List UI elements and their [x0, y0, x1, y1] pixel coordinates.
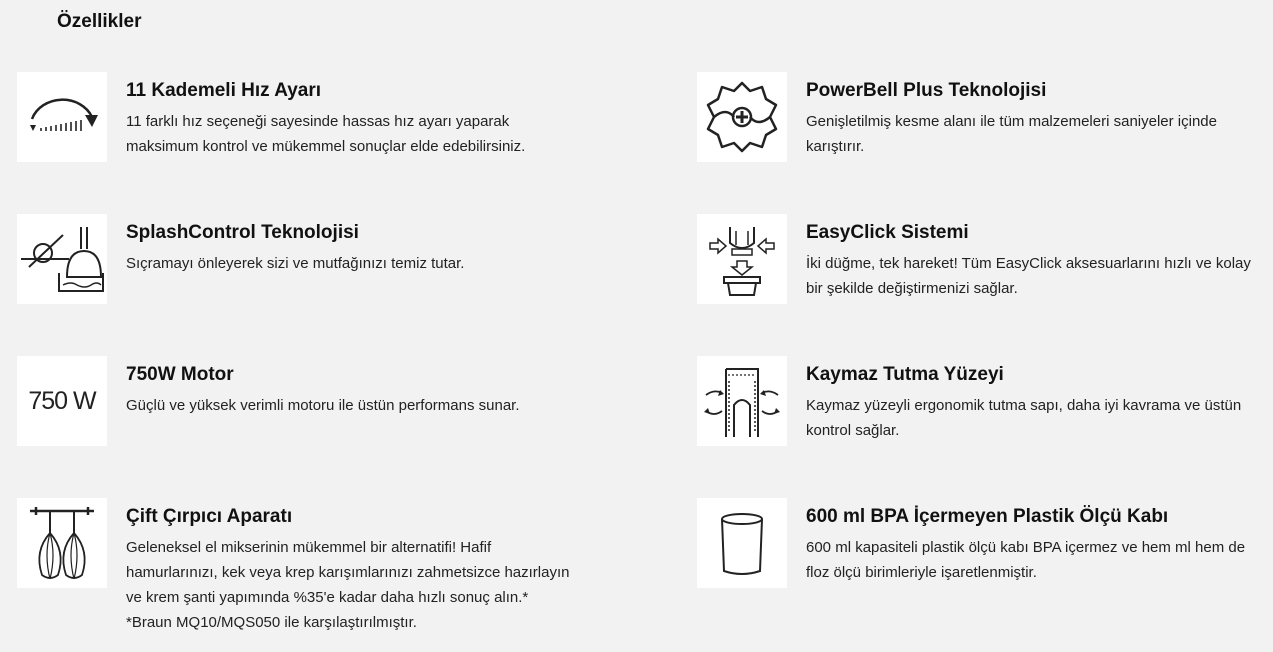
- motor-750w-icon: [17, 356, 107, 446]
- feature-title: Çift Çırpıcı Aparatı: [126, 506, 293, 527]
- feature-title: 11 Kademeli Hız Ayarı: [126, 80, 322, 101]
- feature-description: 600 ml kapasiteli plastik ölçü kabı BPA içermez ve hem ml hem de floz ölçü birimleriyle işaretlenmiştir.: [806, 539, 1246, 581]
- feature-title: 750W Motor: [126, 364, 234, 385]
- section-title: Özellikler: [57, 11, 142, 32]
- speed-dial-icon: [17, 72, 107, 162]
- feature-description: Geleneksel el mikserinin mükemmel bir alternatifi! Hafif hamurlarınızı, kek veya krep karışımlarınızı zahmetsizce hazırlayın ve krem şanti yapımında %35'e kadar daha hızlı sonuç alın.* *Braun MQ10/MQS050 ile karşılaştırılmıştır.: [126, 539, 570, 631]
- feature-description: İki düğme, tek hareket! Tüm EasyClick aksesuarlarını hızlı ve kolay bir şekilde değiştirmenizi sağlar.: [806, 255, 1251, 297]
- feature-title: 600 ml BPA İçermeyen Plastik Ölçü Kabı: [806, 506, 1169, 527]
- measuring-cup-icon: [697, 498, 787, 588]
- powerbell-blade-icon: [697, 72, 787, 162]
- feature-description: Güçlü ve yüksek verimli motoru ile üstün performans sunar.: [126, 397, 520, 414]
- feature-title: Kaymaz Tutma Yüzeyi: [806, 364, 1004, 385]
- feature-title: SplashControl Teknolojisi: [126, 222, 359, 243]
- feature-description: Sıçramayı önleyerek sizi ve mutfağınızı temiz tutar.: [126, 255, 465, 272]
- grip-handle-icon: [697, 356, 787, 446]
- feature-title: EasyClick Sistemi: [806, 222, 969, 243]
- feature-description: Kaymaz yüzeyli ergonomik tutma sapı, daha iyi kavrama ve üstün kontrol sağlar.: [806, 397, 1242, 439]
- splash-control-icon: [17, 214, 107, 304]
- feature-title: PowerBell Plus Teknolojisi: [806, 80, 1047, 101]
- motor-icon-label: 750 W: [28, 386, 96, 415]
- easyclick-icon: [697, 214, 787, 304]
- double-whisk-icon: [17, 498, 107, 588]
- feature-description: 11 farklı hız seçeneği sayesinde hassas hız ayarı yaparak maksimum kontrol ve mükemmel sonuçlar elde edebilirsiniz.: [126, 113, 526, 155]
- feature-description: Genişletilmiş kesme alanı ile tüm malzemeleri saniyeler içinde karıştırır.: [806, 113, 1217, 155]
